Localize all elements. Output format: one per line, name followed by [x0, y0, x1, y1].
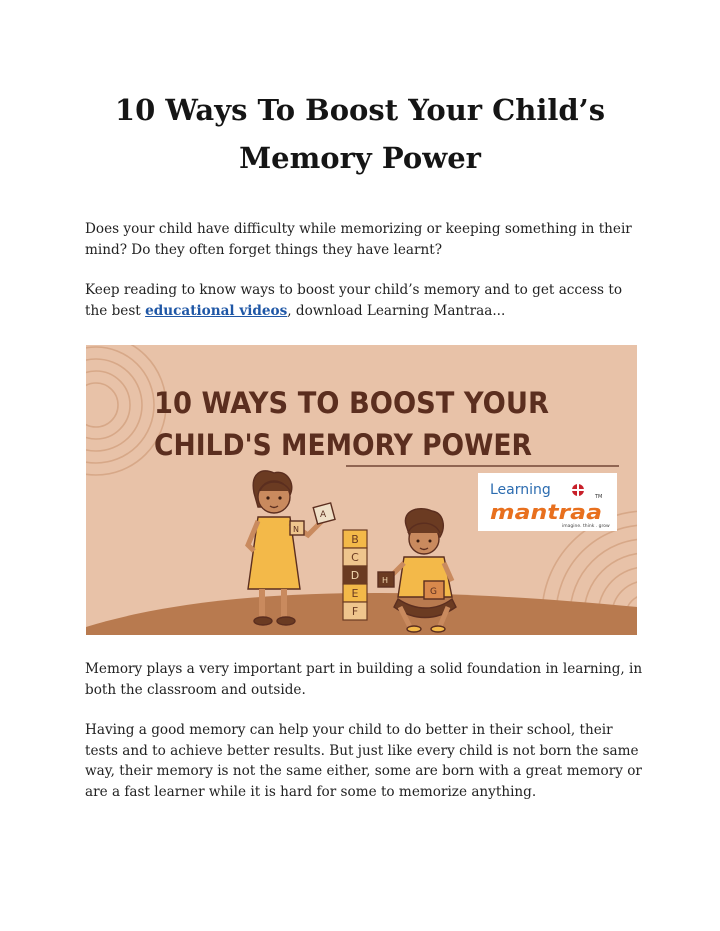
block-d: D — [350, 569, 360, 582]
page-title: 10 Ways To Boost Your Child’s Memory Power — [114, 93, 606, 175]
cta-text-after: , download Learning Mantraa... — [287, 302, 506, 319]
educational-videos-link[interactable]: educational videos — [145, 302, 288, 319]
boy-block-h: H — [382, 576, 389, 585]
hero-heading-line1: 10 WAYS TO BOOST YOUR — [154, 386, 549, 420]
alphabet-block-stack — [343, 530, 367, 620]
boy-block-g: G — [430, 587, 437, 597]
cta-text-before: Keep reading to know ways to boost your child’s memory and to get access to the best — [85, 282, 622, 319]
block-c: C — [351, 551, 359, 564]
block-b: B — [351, 533, 359, 546]
cta-paragraph — [85, 280, 645, 321]
hero-image — [86, 345, 637, 635]
logo-main-text: mantraa — [490, 500, 602, 524]
good-memory-paragraph: Having a good memory can help your child to do better in their school, their tests and to achieve better results. But just like every child is not born the same way, their memory is not the same either, some are born with a great memory or are a fast learner while it is hard for some to memorize anything. — [85, 722, 642, 800]
memory-foundation-paragraph: Memory plays a very important part in building a solid foundation in learning, in both the classroom and outside. — [85, 661, 643, 698]
logo-top-text: Learning — [490, 482, 551, 498]
intro-paragraph: Does your child have difficulty while memorizing or keeping something in their mind? Do they often forget things they have learnt? — [85, 221, 632, 258]
learning-mantraa-logo — [478, 473, 617, 531]
girl-block-n: N — [293, 525, 299, 534]
block-f: F — [351, 605, 359, 618]
hero-heading-line2: CHILD'S MEMORY POWER — [154, 428, 532, 462]
block-e: E — [351, 587, 359, 600]
girl-block-a: A — [320, 510, 327, 520]
logo-tagline: imagine. think . grow — [562, 524, 610, 529]
logo-tm: TM — [595, 494, 603, 500]
